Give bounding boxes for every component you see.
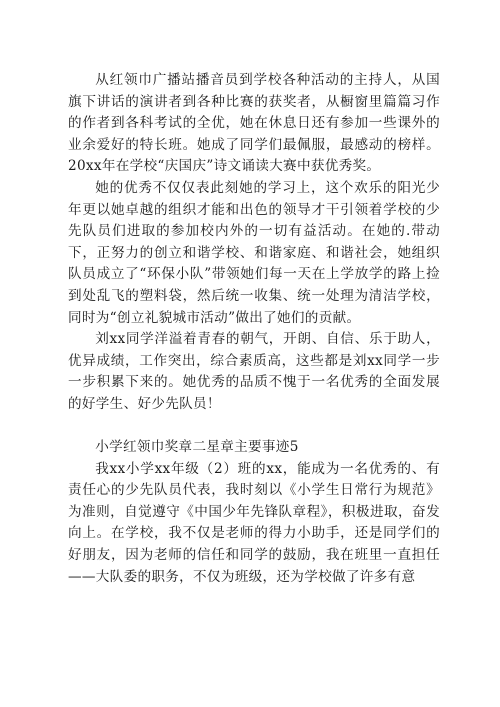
section-heading: 小学红领巾奖章二星章主要事迹5 xyxy=(95,439,299,456)
paragraph-3: 刘xx同学洋溢着青春的朝气，开朗、自信、乐于助人，优异成绩，工作突出，综合素质高，这些都是刘xx同学一步一步积累下来的。她优秀的品质不愧于一名优秀的全面发展的好学生、好少先队员！ xyxy=(68,331,440,412)
section-spacer xyxy=(68,416,440,438)
paragraph-2: 她的优秀不仅仅表此刻她的学习上，这个欢乐的阳光少年更以她卓越的组织才能和出色的领导才干引领着学校的少先队员们进取的参加校内外的一切有益活动。在她的.带动下，正努力的创立和谐学校、和谐家庭、和谐社会，她组织队员成立了“环保小队”带领她们每一天在上学放学的路上捡到处乱飞的塑料袋，然后统一收集、统一处理为清洁学校，同时为“创立礼貌城市活动”做出了她们的贡献。 xyxy=(68,179,440,326)
document-page xyxy=(68,70,440,588)
section-paragraph-1: 我xx小学xx年级（2）班的xx，能成为一名优秀的、有责任心的少先队员代表，我时刻以《小学生日常行为规范》为准则，自觉遵守《中国少年先锋队章程》，积极进取，奋发向上。在学校，我不仅是老师的得力小助手，还是同学们的好朋友，因为老师的信任和同学的鼓励，我在班里一直担任——大队委的职务，不仅为班级，还为学校做了许多有意 xyxy=(68,460,440,585)
paragraph-1: 从红领巾广播站播音员到学校各种活动的主持人，从国旗下讲话的演讲者到各种比赛的获奖者，从橱窗里篇篇习作的作者到各科考试的全优，她在休息日还有参加一些课外的业余爱好的特长班。她成了同学们最佩服，最感动的榜样。20xx年在学校“庆国庆”诗文诵读大赛中获优秀奖。 xyxy=(68,72,440,175)
